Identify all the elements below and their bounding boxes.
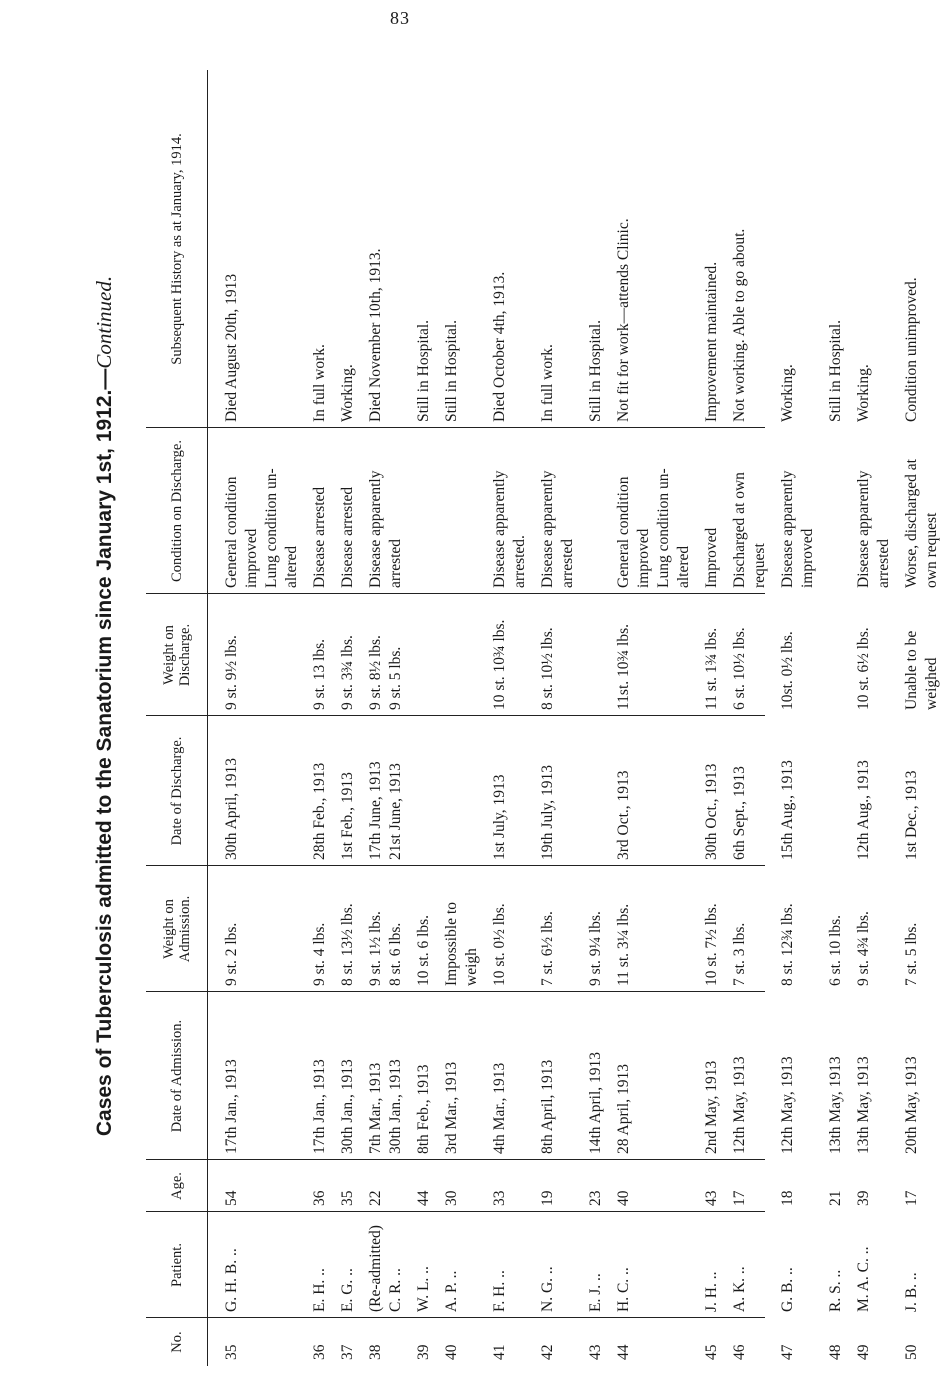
history-cell: Working.	[779, 364, 796, 422]
column-patient	[146, 1212, 920, 1318]
weight_admission-cell: weigh	[463, 948, 480, 986]
no-cell: 49	[855, 1344, 872, 1360]
patient-cell: E. J. ..	[587, 1273, 604, 1312]
date_discharge-cell: 1st Dec., 1913	[903, 770, 920, 860]
weight_admission-cell: 10 st. 7½ lbs.	[703, 903, 720, 986]
column-date_discharge	[146, 716, 920, 866]
condition-cell: General condition	[615, 476, 632, 588]
date_admission-cell: 13th May, 1913	[827, 1056, 844, 1154]
column-date_admission	[146, 992, 920, 1160]
patient-cell: E. H. ..	[311, 1268, 328, 1312]
no-cell: 35	[223, 1344, 240, 1360]
page-number: 83	[390, 8, 410, 28]
condition-cell: Disease apparently	[539, 470, 556, 588]
weight_discharge-cell: 9 st. 3¾ lbs.	[339, 635, 356, 710]
age-cell: 54	[223, 1190, 240, 1206]
weight_admission-cell: Impossible to	[443, 902, 460, 986]
patient-cell: N. G. ..	[539, 1266, 556, 1312]
condition-cell: altered	[675, 545, 692, 588]
date_discharge-cell: 1st Feb., 1913	[339, 772, 356, 860]
weight_admission-cell: 7 st. 6½ lbs.	[539, 911, 556, 986]
age-cell: 17	[903, 1190, 920, 1206]
weight_discharge-cell: 9 st. 9½ lbs.	[223, 635, 240, 710]
age-cell: 40	[615, 1190, 632, 1206]
history-cell: Still in Hospital.	[587, 319, 604, 422]
history-cell: Still in Hospital.	[443, 319, 460, 422]
condition-cell: arrested	[875, 538, 892, 588]
column-no	[146, 1318, 920, 1366]
age-cell: 39	[855, 1190, 872, 1206]
condition-cell: Lung condition un-	[263, 468, 280, 588]
date_discharge-cell: 6th Sept., 1913	[731, 766, 748, 860]
header-date_admission: Date of Admission.	[146, 992, 208, 1160]
weight_admission-cell: 10 st. 6 lbs.	[415, 914, 432, 986]
date_admission-cell: 20th May, 1913	[903, 1056, 920, 1154]
date_admission-cell: 4th Mar., 1913	[491, 1062, 508, 1154]
no-cell: 36	[311, 1344, 328, 1360]
history-cell: Still in Hospital.	[415, 319, 432, 422]
weight_discharge-cell: 11st. 10¾ lbs.	[615, 624, 632, 710]
condition-cell: Disease arrested	[339, 486, 356, 588]
history-cell: In full work.	[311, 344, 328, 422]
age-cell: 35	[339, 1190, 356, 1206]
date_admission-cell: 3rd Mar., 1913	[443, 1061, 460, 1154]
column-history	[146, 70, 920, 428]
weight_discharge-cell: 11 st. 1¾ lbs.	[703, 627, 720, 710]
date_admission-cell: 13th May, 1913	[855, 1056, 872, 1154]
patient-cell: G. B. ..	[779, 1267, 796, 1312]
age-cell: 19	[539, 1190, 556, 1206]
header-date_discharge: Date of Discharge.	[146, 716, 208, 866]
no-cell: 44	[615, 1344, 632, 1360]
patient-cell: A. P. ..	[443, 1270, 460, 1312]
condition-cell: altered	[283, 545, 300, 588]
date_admission-cell: 30th Jan., 1913	[387, 1059, 404, 1154]
age-cell: 44	[415, 1190, 432, 1206]
header-weight_discharge: Weight on Discharge.	[146, 594, 208, 716]
weight_discharge-cell: 9 st. 5 lbs.	[387, 646, 404, 710]
header-weight_admission: Weight on Admission.	[146, 866, 208, 992]
condition-cell: improved	[799, 528, 816, 588]
date_admission-cell: 30th Jan., 1913	[339, 1059, 356, 1154]
patient-cell: M. A. C. ..	[855, 1246, 872, 1312]
weight_discharge-cell: 10st. 0½ lbs.	[779, 631, 796, 710]
no-cell: 43	[587, 1344, 604, 1360]
weight_admission-cell: 9 st. 2 lbs.	[223, 922, 240, 986]
weight_admission-cell: 8 st. 12¾ lbs.	[779, 903, 796, 986]
no-cell: 46	[731, 1344, 748, 1360]
history-cell: Died August 20th, 1913	[223, 273, 240, 422]
patient-cell: F. H. ..	[491, 1270, 508, 1312]
history-cell: Not fit for work—attends Clinic.	[615, 218, 632, 422]
history-cell: Still in Hospital.	[827, 319, 844, 422]
date_admission-cell: 12th May, 1913	[731, 1056, 748, 1154]
patient-cell: W. L. ..	[415, 1266, 432, 1312]
weight_admission-cell: 9 st. 4 lbs.	[311, 922, 328, 986]
weight_admission-cell: 7 st. 3 lbs.	[731, 922, 748, 986]
age-cell: 21	[827, 1190, 844, 1206]
column-condition	[146, 428, 940, 594]
weight_discharge-cell: 9 st. 8½ lbs.	[367, 635, 384, 710]
history-cell: Died October 4th, 1913.	[491, 271, 508, 422]
no-cell: 45	[703, 1344, 720, 1360]
patient-cell: E. G. ..	[339, 1268, 356, 1312]
weight_admission-cell: 9 st. 4¾ lbs.	[855, 911, 872, 986]
date_admission-cell: 17th Jan., 1913	[223, 1059, 240, 1154]
date_discharge-cell: 28th Feb., 1913	[311, 762, 328, 860]
no-cell: 42	[539, 1344, 556, 1360]
condition-cell: Disease arrested	[311, 486, 328, 588]
condition-cell: Improved	[703, 527, 720, 588]
no-cell: 37	[339, 1344, 356, 1360]
date_discharge-cell: 3rd Oct., 1913	[615, 770, 632, 860]
date_admission-cell: 8th Feb., 1913	[415, 1064, 432, 1154]
age-cell: 36	[311, 1190, 328, 1206]
weight_admission-cell: 7 st. 5 lbs.	[903, 922, 920, 986]
date_discharge-cell: 19th July, 1913	[539, 764, 556, 860]
age-cell: 22	[367, 1190, 384, 1206]
date_admission-cell: 7th Mar., 1913	[367, 1062, 384, 1154]
no-cell: 38	[367, 1344, 384, 1360]
history-cell: Condition unimproved.	[903, 277, 920, 422]
condition-cell: arrested.	[511, 535, 528, 588]
weight_discharge-cell: 6 st. 10½ lbs.	[731, 627, 748, 710]
date_admission-cell: 12th May, 1913	[779, 1056, 796, 1154]
no-cell: 40	[443, 1344, 460, 1360]
weight_discharge-cell: 10 st. 10¾ lbs.	[491, 619, 508, 710]
condition-cell: arrested	[559, 538, 576, 588]
column-age	[146, 1160, 920, 1212]
history-cell: In full work.	[539, 344, 556, 422]
patient-cell: R. S. ..	[827, 1269, 844, 1312]
weight_admission-cell: 9 st. 9¼ lbs.	[587, 911, 604, 986]
condition-cell: Worse, discharged at	[903, 459, 920, 588]
condition-cell: General condition	[223, 476, 240, 588]
patient-cell: (Re-admitted)	[367, 1225, 384, 1312]
date_admission-cell: 8th April, 1913	[539, 1059, 556, 1154]
weight_discharge-cell: weighed	[923, 657, 940, 710]
weight_discharge-cell: 8 st. 10½ lbs.	[539, 627, 556, 710]
condition-cell: request	[751, 543, 768, 588]
date_discharge-cell: 1st July, 1913	[491, 774, 508, 860]
condition-cell: improved	[243, 528, 260, 588]
patient-cell: A. K. ..	[731, 1266, 748, 1312]
weight_admission-cell: 10 st. 0½ lbs.	[491, 903, 508, 986]
date_discharge-cell: 21st June, 1913	[387, 763, 404, 860]
condition-cell: Disease apparently	[855, 470, 872, 588]
column-weight_admission	[146, 866, 920, 992]
date_admission-cell: 17th Jan., 1913	[311, 1059, 328, 1154]
no-cell: 48	[827, 1344, 844, 1360]
age-cell: 33	[491, 1190, 508, 1206]
weight_admission-cell: 11 st. 3¼ lbs.	[615, 903, 632, 986]
date_discharge-cell: 15th Aug., 1913	[779, 760, 796, 860]
history-cell: Died November 10th, 1913.	[367, 248, 384, 422]
caption-text: Cases of Tuberculosis admitted to the Sanatorium since January 1st, 1912.—	[93, 368, 116, 1137]
condition-cell: Disease apparently	[491, 470, 508, 588]
header-no: No.	[146, 1318, 208, 1366]
patient-cell: G. H. B. ..	[223, 1248, 240, 1312]
history-cell: Not working. Able to go about.	[731, 228, 748, 422]
condition-cell: Disease apparently	[779, 470, 796, 588]
no-cell: 41	[491, 1344, 508, 1360]
header-patient: Patient.	[146, 1212, 208, 1318]
no-cell: 47	[779, 1344, 796, 1360]
condition-cell: own request	[923, 512, 940, 588]
patient-cell: J. H. ..	[703, 1271, 720, 1312]
cases-table	[146, 70, 940, 1366]
condition-cell: Disease apparently	[367, 470, 384, 588]
no-cell: 39	[415, 1344, 432, 1360]
date_admission-cell: 14th April, 1913	[587, 1051, 604, 1154]
header-condition: Condition on Discharge.	[146, 428, 208, 594]
caption-continued: Continued.	[92, 275, 116, 369]
date_discharge-cell: 30th Oct., 1913	[703, 763, 720, 860]
header-age: Age.	[146, 1160, 208, 1212]
date_admission-cell: 2nd May, 1913	[703, 1060, 720, 1154]
weight_discharge-cell: 9 st. 13 lbs.	[311, 638, 328, 710]
table-caption	[84, 41, 124, 1371]
date_admission-cell: 28 April, 1913	[615, 1064, 632, 1154]
date_discharge-cell: 30th April, 1913	[223, 757, 240, 860]
age-cell: 17	[731, 1190, 748, 1206]
condition-cell: Discharged at own	[731, 472, 748, 588]
weight_admission-cell: 6 st. 10 lbs.	[827, 914, 844, 986]
weight_admission-cell: 9 st. 1½ lbs.	[367, 911, 384, 986]
age-cell: 23	[587, 1190, 604, 1206]
date_discharge-cell: 17th June, 1913	[367, 761, 384, 860]
weight_admission-cell: 8 st. 13½ lbs.	[339, 903, 356, 986]
date_discharge-cell: 12th Aug., 1913	[855, 760, 872, 860]
history-cell: Working.	[855, 364, 872, 422]
weight_discharge-cell: Unable to be	[903, 630, 920, 710]
condition-cell: arrested	[387, 538, 404, 588]
age-cell: 43	[703, 1190, 720, 1206]
weight_admission-cell: 8 st. 6 lbs.	[387, 922, 404, 986]
no-cell: 50	[903, 1344, 920, 1360]
age-cell: 30	[443, 1190, 460, 1206]
header-history: Subsequent History as at January, 1914.	[146, 70, 208, 428]
patient-cell: J. B. ..	[903, 1272, 920, 1312]
weight_discharge-cell: 10 st. 6½ lbs.	[855, 627, 872, 710]
table-region	[146, 70, 940, 1366]
patient-cell: C. R. ..	[387, 1268, 404, 1312]
history-cell: Improvement maintained.	[703, 261, 720, 422]
history-cell: Working.	[339, 364, 356, 422]
column-weight_discharge	[146, 594, 940, 716]
condition-cell: Lung condition un-	[655, 468, 672, 588]
patient-cell: H. C. ..	[615, 1267, 632, 1312]
condition-cell: improved	[635, 528, 652, 588]
age-cell: 18	[779, 1190, 796, 1206]
